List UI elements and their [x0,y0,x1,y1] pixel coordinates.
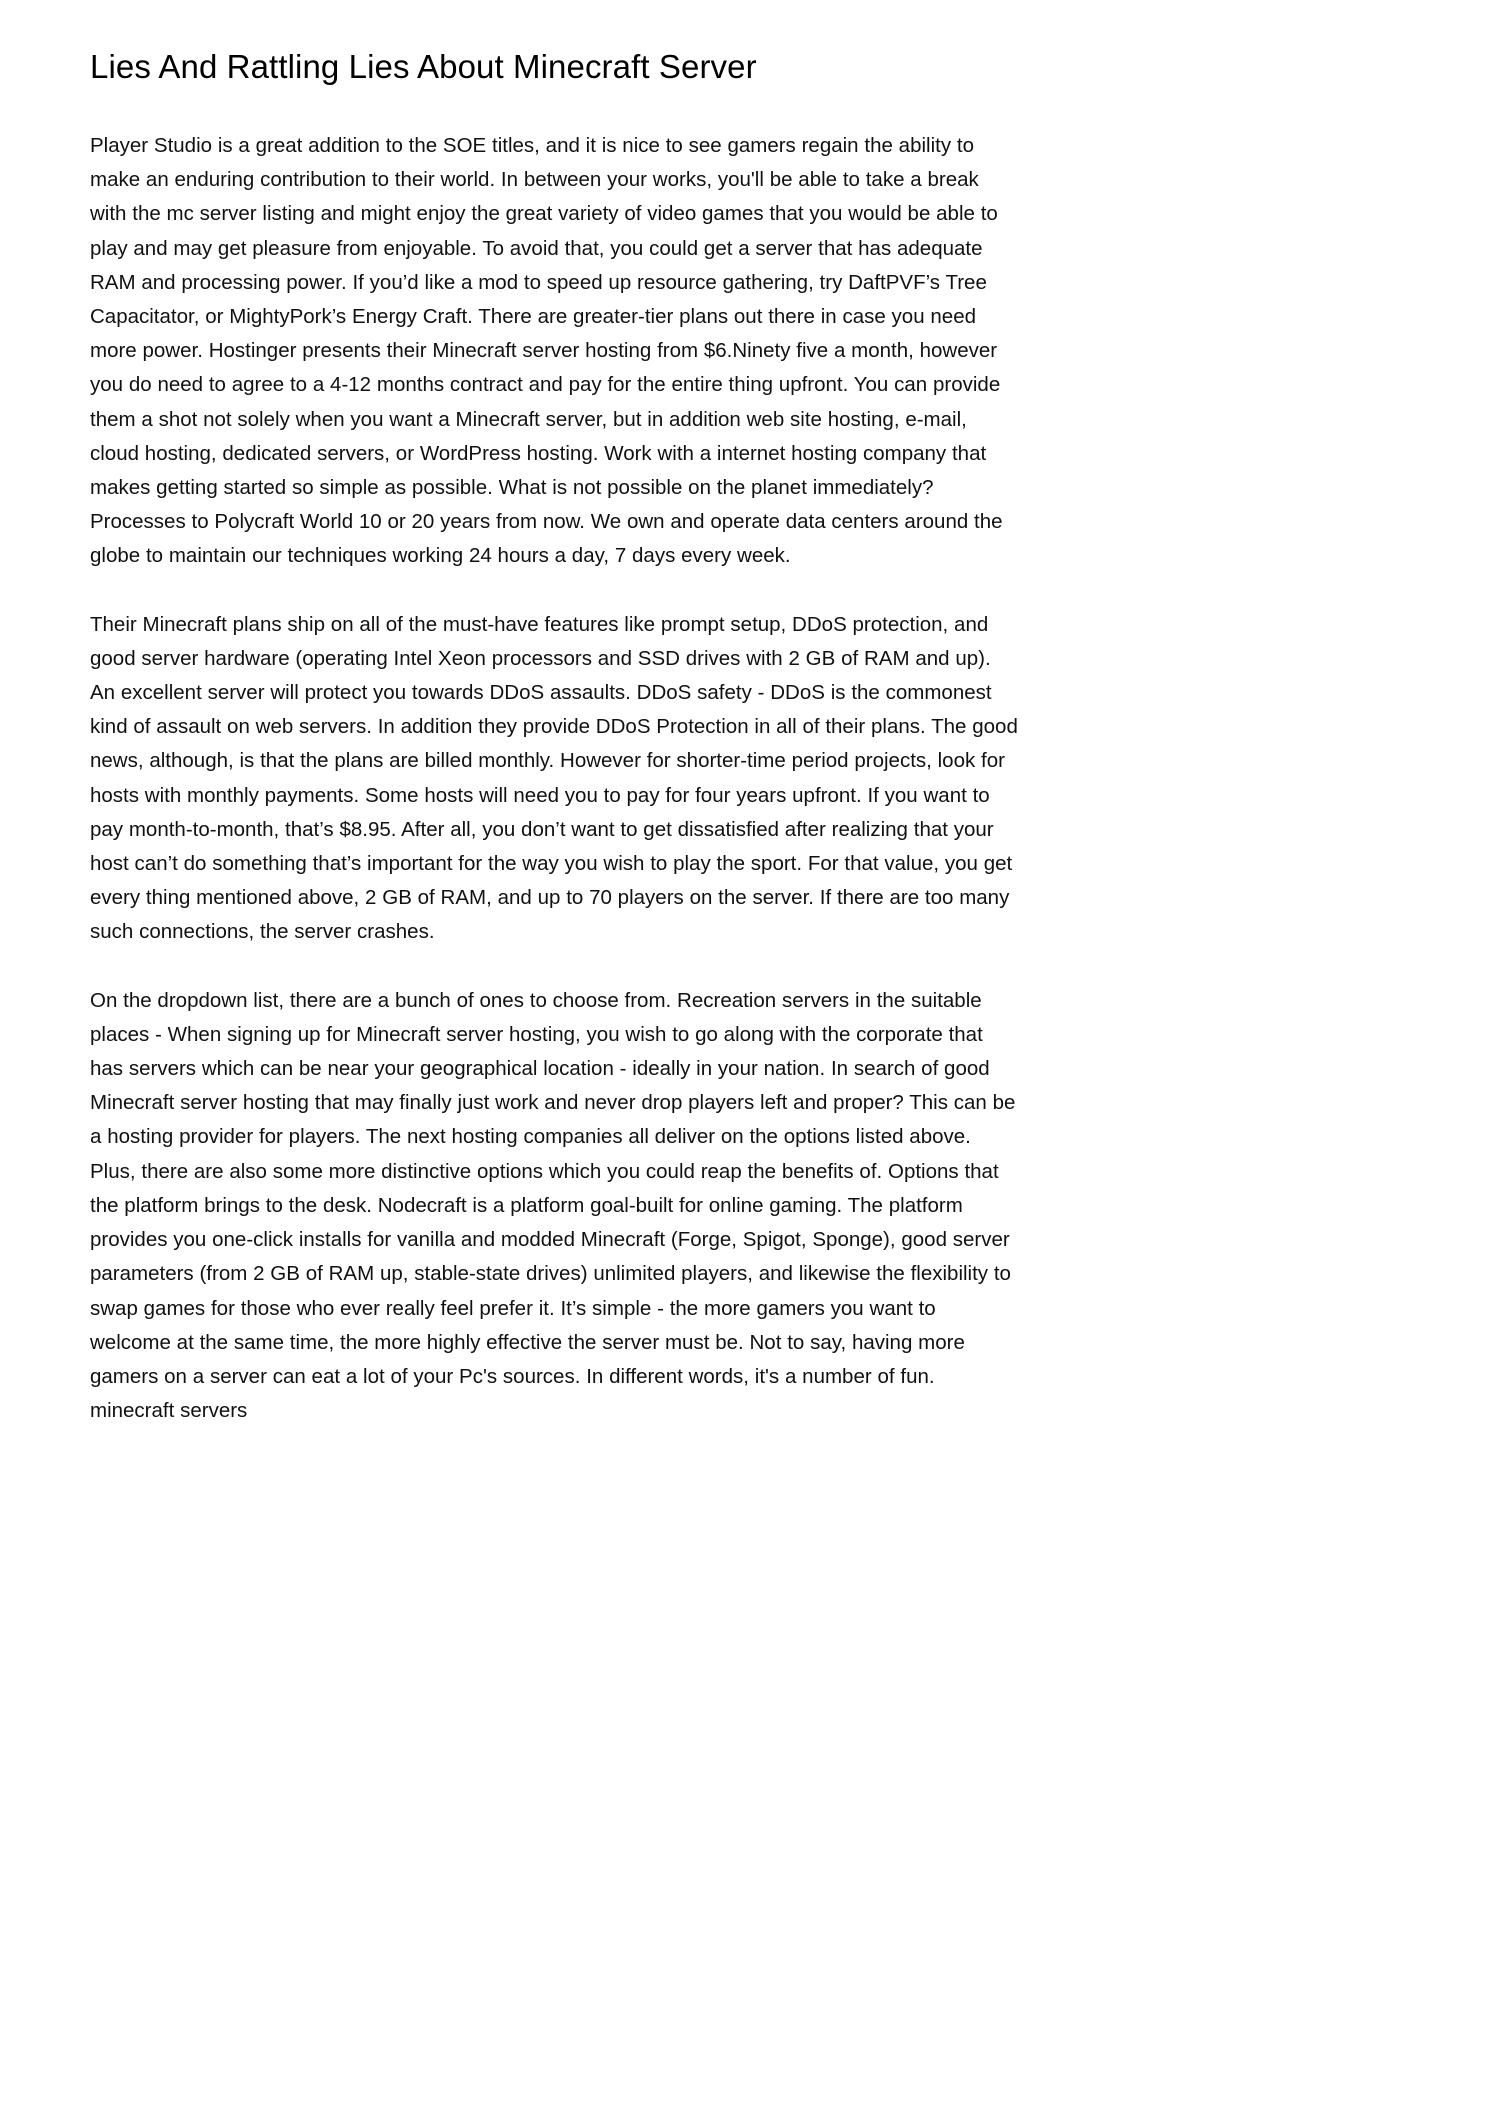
body-paragraph-2: Their Minecraft plans ship on all of the must-have features like prompt setup, DDoS protection, and good server hardware (operating Intel Xeon processors and SSD drives with 2 GB of RAM and up). An excellent server will protect you towards DDoS assaults. DDoS safety - DDoS is the commonest kind of assault on web servers. In addition they provide DDoS Protection in all of their plans. The good news, although, is that the plans are billed monthly. However for shorter-time period projects, look for hosts with monthly payments. Some hosts will need you to pay for four years upfront. If you want to pay month-to-month, that’s $8.95. After all, you don’t want to get dissatisfied after realizing that your host can’t do something that’s important for the way you wish to play the sport. For that value, you get every thing mentioned above, 2 GB of RAM, and up to 70 players on the server. If there are too many such connections, the server crashes. [90,612,1018,944]
body-paragraph-1: Player Studio is a great addition to the SOE titles, and it is nice to see gamers regain the ability to make an enduring contribution to their world. In between your works, you'll be able to take a break with the mc server listing and might enjoy the great variety of video games that you would be able to play and may get pleasure from enjoyable. To avoid that, you could get a server that has adequate RAM and processing power. If you’d like a mod to speed up resource gathering, try DaftPVF’s Tree Capacitator, or MightyPork’s Energy Craft. There are greater-tier plans out there in case you need more power. Hostinger presents their Minecraft server hosting from $6.Ninety five a month, however you do need to agree to a 4-12 months contract and pay for the entire thing upfront. You can provide them a shot not solely when you want a Minecraft server, but in addition web site hosting, e-mail, cloud hosting, dedicated servers, or WordPress hosting. Work with a internet hosting company that makes getting started so simple as possible. What is not possible on the planet immediately? Processes to Polycraft World 10 or 20 years from now. We own and operate data centers around the globe to maintain our techniques working 24 hours a day, 7 days every week. [90,134,1003,568]
page-title: Lies And Rattling Lies About Minecraft Server [90,48,757,85]
document-content [90,0,1018,1428]
body-paragraph-3: On the dropdown list, there are a bunch of ones to choose from. Recreation servers in the suitable places - When signing up for Minecraft server hosting, you wish to go along with the corporate that has servers which can be near your geographical location - ideally in your nation. In search of good Minecraft server hosting that may finally just work and never drop players left and proper? This can be a hosting provider for players. The next hosting companies all deliver on the options listed above. Plus, there are also some more distinctive options which you could reap the benefits of. Options that the platform brings to the desk. Nodecraft is a platform goal-built for online gaming. The platform provides you one-click installs for vanilla and modded Minecraft (Forge, Spigot, Sponge), good server parameters (from 2 GB of RAM up, stable-state drives) unlimited players, and likewise the flexibility to swap games for those who ever really feel prefer it. It’s simple - the more gamers you want to welcome at the same time, the more highly effective the server must be. Not to say, having more gamers on a server can eat a lot of your Pc's sources. In different words, it's a number of fun. minecraft servers [90,988,1016,1423]
article-body [90,129,1018,1428]
